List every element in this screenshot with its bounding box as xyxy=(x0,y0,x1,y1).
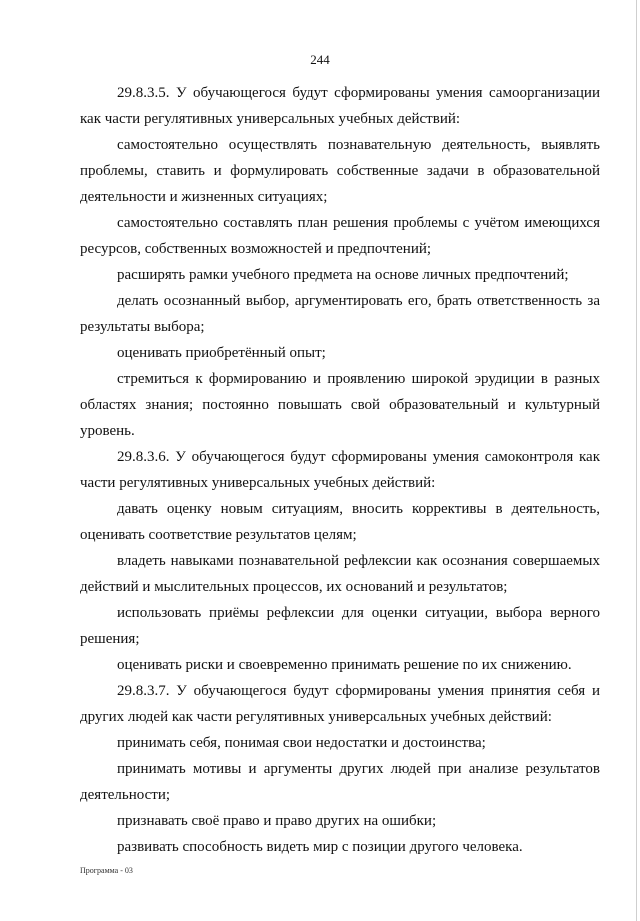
list-item: принимать мотивы и аргументы других людей при анализе результатов деятельности; xyxy=(80,761,600,803)
scan-edge-line xyxy=(636,0,637,921)
list-item: расширять рамки учебного предмета на основе личных предпочтений; xyxy=(117,267,569,283)
list-item: развивать способность видеть мир с позиции другого человека. xyxy=(117,839,523,855)
list-item: делать осознанный выбор, аргументировать его, брать ответственность за результаты выбора; xyxy=(80,293,600,335)
section-heading-29-8-3-7: 29.8.3.7. У обучающегося будут сформированы умения принятия себя и других людей как части регулятивных универсальных учебных действий: xyxy=(80,683,600,725)
section-heading-29-8-3-5: 29.8.3.5. У обучающегося будут сформированы умения самоорганизации как части регулятивных универсальных учебных действий: xyxy=(80,85,600,127)
list-item: самостоятельно составлять план решения проблемы с учётом имеющихся ресурсов, собственных возможностей и предпочтений; xyxy=(80,215,600,257)
list-item: оценивать риски и своевременно принимать решение по их снижению. xyxy=(117,657,572,673)
list-item: принимать себя, понимая свои недостатки и достоинства; xyxy=(117,735,486,751)
page-number: 244 xyxy=(310,52,330,67)
list-item: самостоятельно осуществлять познавательную деятельность, выявлять проблемы, ставить и формулировать собственные задачи в образовательной деятельности и жизненных ситуациях; xyxy=(80,137,600,205)
list-item: признавать своё право и право других на ошибки; xyxy=(117,813,437,829)
list-item: владеть навыками познавательной рефлексии как осознания совершаемых действий и мыслительных процессов, их оснований и результатов; xyxy=(80,553,600,595)
list-item: использовать приёмы рефлексии для оценки ситуации, выбора верного решения; xyxy=(80,605,600,647)
list-item: стремиться к формированию и проявлению широкой эрудиции в разных областях знания; постоянно повышать свой образовательный и культурный уровень. xyxy=(80,371,600,439)
list-item: давать оценку новым ситуациям, вносить коррективы в деятельность, оценивать соответствие результатов целям; xyxy=(80,501,600,543)
section-heading-29-8-3-6: 29.8.3.6. У обучающегося будут сформированы умения самоконтроля как части регулятивных универсальных учебных действий: xyxy=(80,449,600,491)
body-text xyxy=(80,80,600,860)
page-footer: Программа - 03 xyxy=(80,866,133,875)
list-item: оценивать приобретённый опыт; xyxy=(117,345,326,361)
